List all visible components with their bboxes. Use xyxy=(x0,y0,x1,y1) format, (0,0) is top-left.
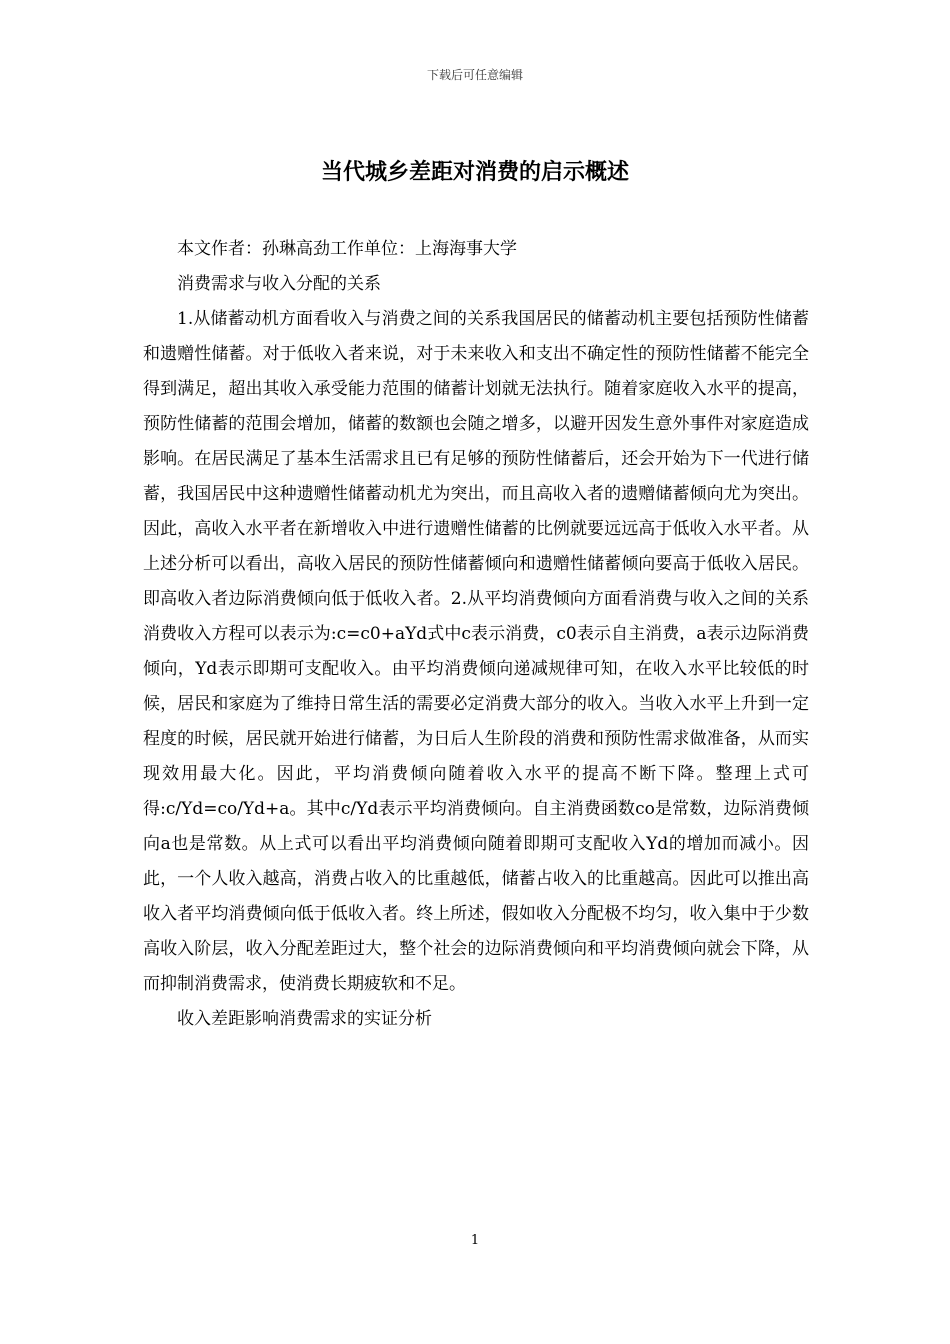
section-heading: 收入差距影响消费需求的实证分析 xyxy=(177,1009,432,1029)
section-heading: 消费需求与收入分配的关系 xyxy=(177,274,381,294)
document-title: 当代城乡差距对消费的启示概述 xyxy=(320,160,629,185)
author-line: 本文作者：孙琳高劲工作单位：上海海事大学 xyxy=(177,239,517,259)
page-header-note: 下载后可任意编辑 xyxy=(426,68,523,82)
document-body xyxy=(143,232,809,1037)
body-paragraph: 1.从储蓄动机方面看收入与消费之间的关系我国居民的储蓄动机主要包括预防性储蓄和遗赠性储蓄。对于低收入者来说，对于未来收入和支出不确定性的预防性储蓄不能完全得到满足，超出其收入承受能力范围的储蓄计划就无法执行。随着家庭收入水平的提高，预防性储蓄的范围会增加，储蓄的数额也会随之增多，以避开因发生意外事件对家庭造成影响。在居民满足了基本生活需求且已有足够的预防性储蓄后，还会开始为下一代进行储蓄，我国居民中这种遗赠性储蓄动机尤为突出，而且高收入者的遗赠储蓄倾向尤为突出。因此，高收入水平者在新增收入中进行遗赠性储蓄的比例就要远远高于低收入水平者。从上述分析可以看出，高收入居民的预防性储蓄倾向和遗赠性储蓄倾向要高于低收入居民。即高收入者边际消费倾向低于低收入者。2.从平均消费倾向方面看消费与收入之间的关系消费收入方程可以表示为:c=c0+aYd式中c表示消费，c0表示自主消费，a表示边际消费倾向，Yd表示即期可支配收入。由平均消费倾向递减规律可知，在收入水平比较低的时候，居民和家庭为了维持日常生活的需要必定消费大部分的收入。当收入水平上升到一定程度的时候，居民就开始进行储蓄，为日后人生阶段的消费和预防性需求做准备，从而实现效用最大化。因此，平均消费倾向随着收入水平的提高不断下降。整理上式可得:c/Yd=co/Yd+a。其中c/Yd表示平均消费倾向。自主消费函数co是常数，边际消费倾向a也是常数。从上式可以看出平均消费倾向随着即期可支配收入Yd的增加而减小。因此，一个人收入越高，消费占收入的比重越低，储蓄占收入的比重越高。因此可以推出高收入者平均消费倾向低于低收入者。终上所述，假如收入分配极不均匀，收入集中于少数高收入阶层，收入分配差距过大，整个社会的边际消费倾向和平均消费倾向就会下降，从而抑制消费需求，使消费长期疲软和不足。 xyxy=(143,309,809,994)
page-number: 1 xyxy=(470,1233,480,1248)
